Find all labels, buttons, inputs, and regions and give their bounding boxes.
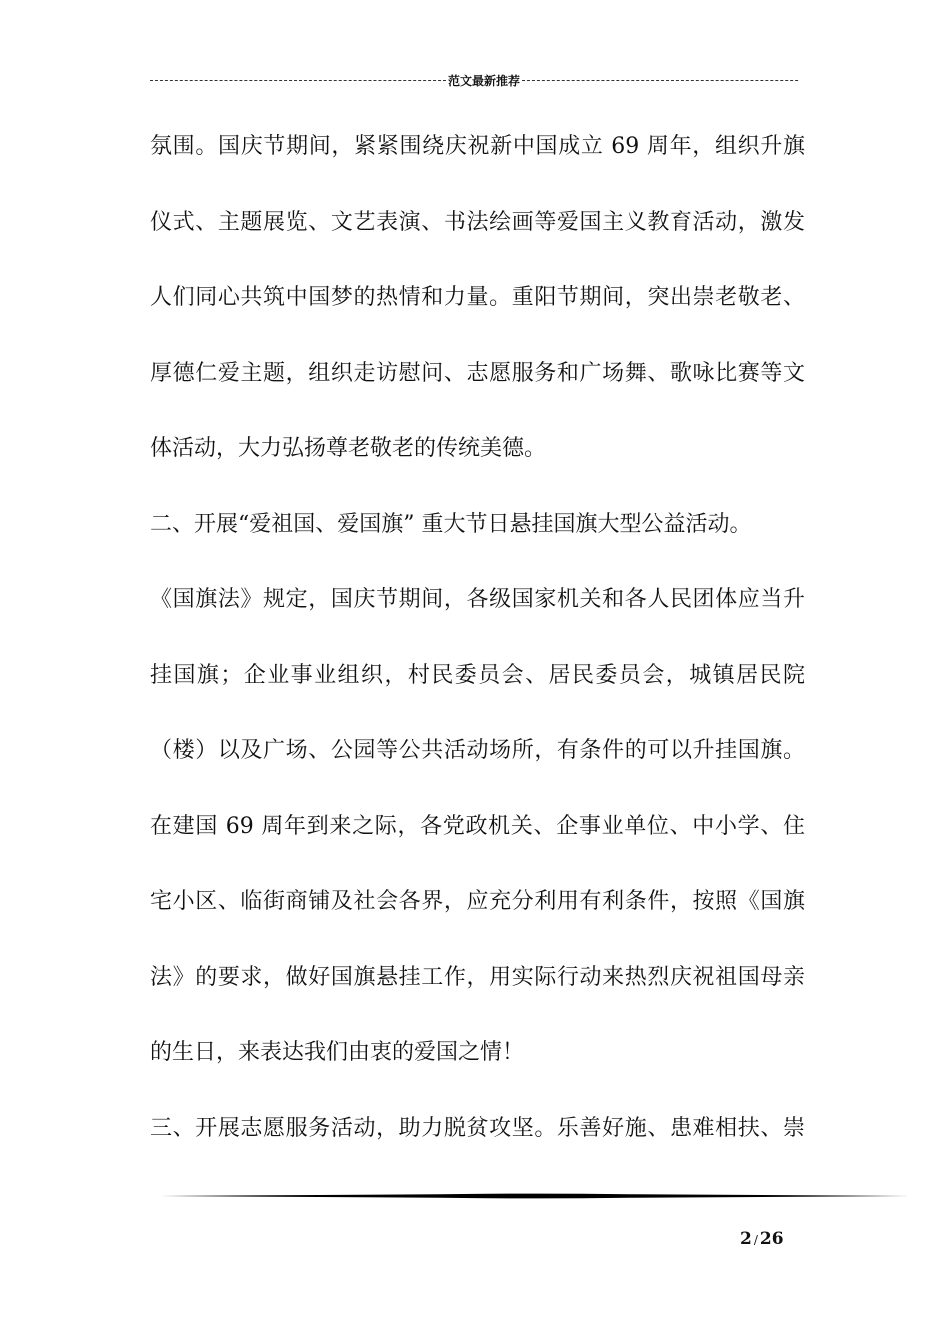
text-line: 法》的要求，做好国旗悬挂工作，用实际行动来热烈庆祝祖国母亲 — [150, 964, 805, 990]
header-label: 范文最新推荐 — [448, 73, 521, 88]
text-line: 氛围。国庆节期间，紧紧围绕庆祝新中国成立 69 周年，组织升旗 — [150, 134, 805, 159]
text-line: 宅小区、临街商铺及社会各界，应充分利用有利条件，按照《国旗 — [150, 889, 805, 914]
footer-rule — [160, 1193, 910, 1199]
text-line: 挂国旗；企业事业组织，村民委员会、居民委员会，城镇居民院 — [150, 662, 805, 688]
text-line: 《国旗法》规定，国庆节期间，各级国家机关和各人民团体应当升 — [150, 587, 805, 612]
page-header — [150, 70, 800, 90]
header-dash-left — [150, 80, 446, 81]
header-dash-right — [522, 80, 800, 81]
text-line: 厚德仁爱主题，组织走访慰问、志愿服务和广场舞、歌咏比赛等文 — [150, 360, 805, 386]
body-text — [150, 109, 805, 1166]
current-page: 2 — [740, 1229, 752, 1249]
text-line: 的生日，来表达我们由衷的爱国之情！ — [150, 1040, 525, 1065]
text-line: 二、开展“爱祖国、爱国旗” 重大节日悬挂国旗大型公益活动。 — [150, 511, 752, 537]
text-line: 仪式、主题展览、文艺表演、书法绘画等爱国主义教育活动，激发 — [150, 209, 805, 235]
page-number — [740, 1226, 810, 1252]
text-line: （楼）以及广场、公园等公共活动场所，有条件的可以升挂国旗。 — [150, 738, 805, 763]
text-line: 三、开展志愿服务活动，助力脱贫攻坚。乐善好施、患难相扶、崇 — [150, 1115, 805, 1141]
text-line: 人们同心共筑中国梦的热情和力量。重阳节期间，突出崇老敬老、 — [150, 285, 805, 310]
page-separator: / — [753, 1233, 758, 1247]
text-line: 在建国 69 周年到来之际，各党政机关、企事业单位、中小学、住 — [150, 813, 805, 839]
text-line: 体活动，大力弘扬尊老敬老的传统美德。 — [150, 436, 547, 461]
total-pages: 26 — [759, 1229, 784, 1249]
footer-rule-graphic — [160, 1193, 910, 1199]
